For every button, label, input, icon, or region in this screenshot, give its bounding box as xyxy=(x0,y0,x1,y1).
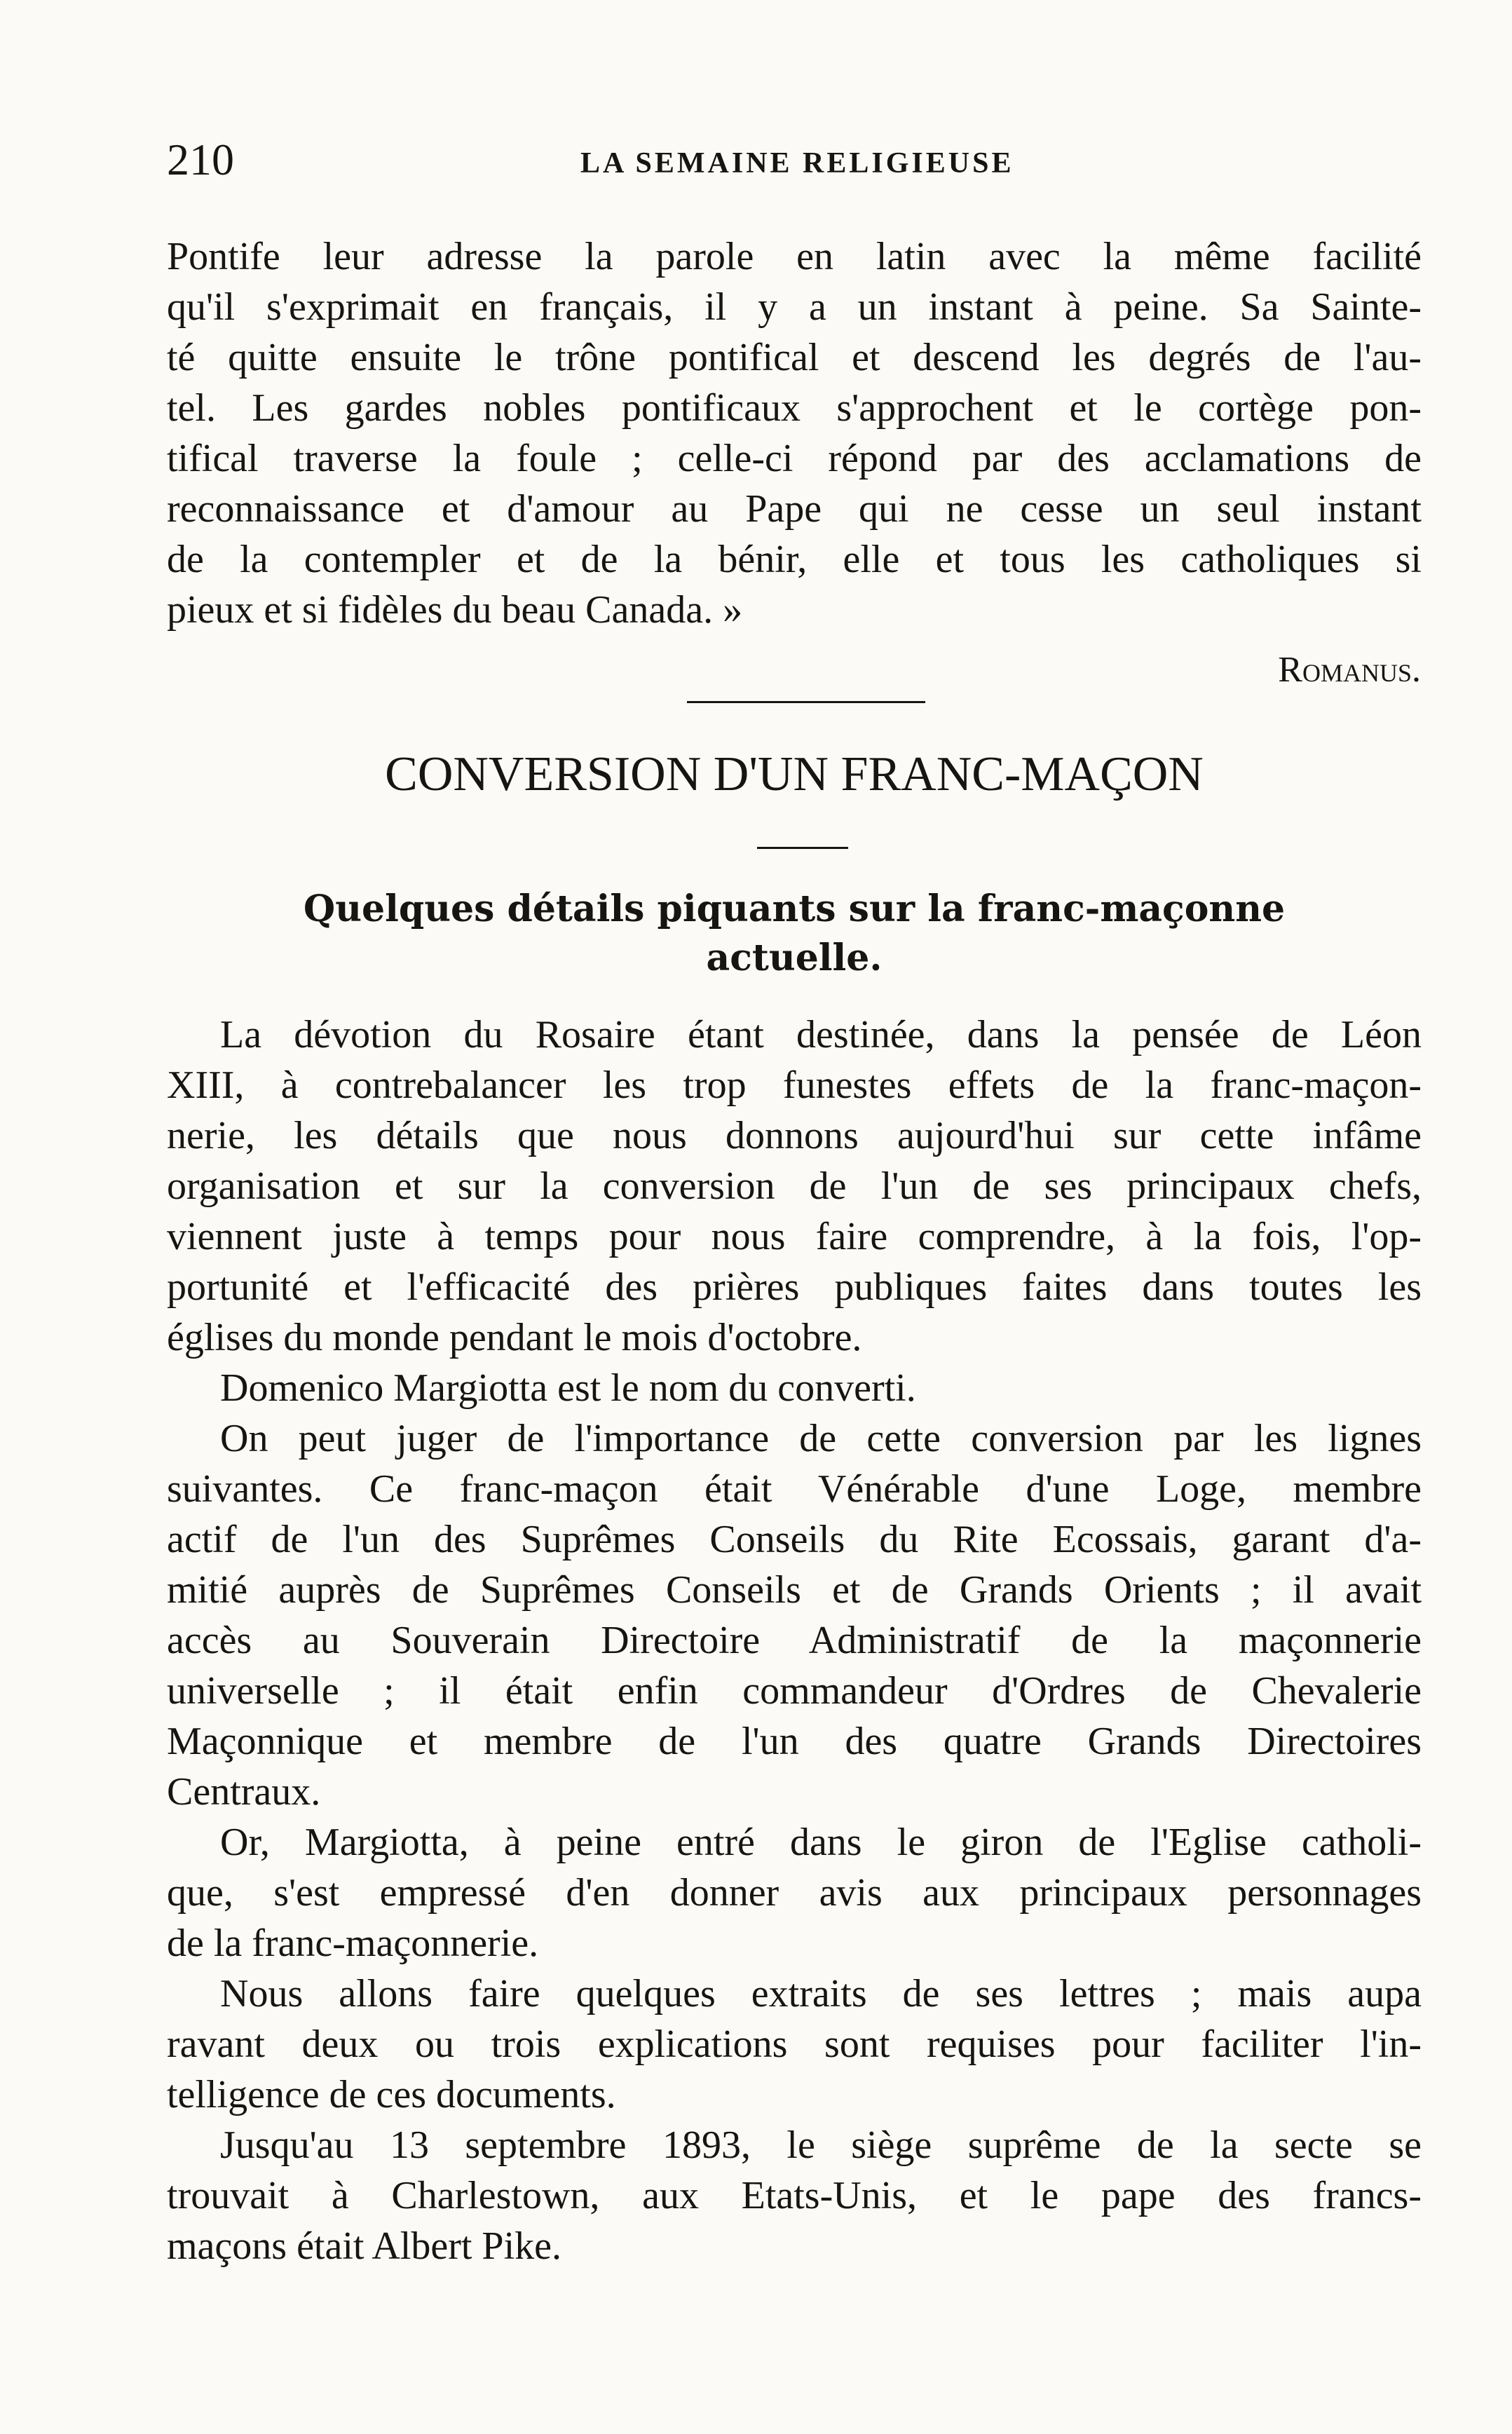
text-line: La dévotion du Rosaire étant destinée, dans la pensée de Léon xyxy=(220,1013,1422,1056)
text-line: trouvait à Charlestown, aux Etats-Unis, et le pape des francs- xyxy=(167,2174,1422,2217)
text-line: de la contempler et de la bénir, elle et tous les catholiques si xyxy=(167,538,1422,581)
text-line: universelle ; il était enfin commandeur d'Ordres de Chevalerie xyxy=(167,1669,1422,1713)
text-line: XIII, à contrebalancer les trop funestes effets de la franc-maçon- xyxy=(167,1063,1422,1107)
text-line: de la franc-maçonnerie. xyxy=(167,1922,539,1965)
text-line: accès au Souverain Directoire Administratif de la maçonnerie xyxy=(167,1619,1422,1662)
text-line: que, s'est empressé d'en donner avis aux principaux personnages xyxy=(167,1871,1422,1915)
text-line: Nous allons faire quelques extraits de ses lettres ; mais aupa xyxy=(220,1972,1422,2015)
text-line: Maçonnique et membre de l'un des quatre Grands Directoires xyxy=(167,1720,1422,1763)
article-subtitle: actuelle. xyxy=(706,937,883,979)
text-line: Or, Margiotta, à peine entré dans le giron de l'Eglise catholi- xyxy=(220,1821,1422,1864)
text-line: organisation et sur la conversion de l'un de ses principaux chefs, xyxy=(167,1164,1422,1208)
text-line: qu'il s'exprimait en français, il y a un instant à peine. Sa Sainte- xyxy=(167,285,1422,329)
text-line: Centraux. xyxy=(167,1770,321,1814)
text-line: mitié auprès de Suprêmes Conseils et de Grands Orients ; il avait xyxy=(167,1568,1422,1612)
signature: Romanus. xyxy=(1278,650,1421,690)
text-line: Domenico Margiotta est le nom du converti. xyxy=(220,1366,916,1410)
text-line: églises du monde pendant le mois d'octobre. xyxy=(167,1316,862,1359)
text-line: viennent juste à temps pour nous faire comprendre, à la fois, l'op- xyxy=(167,1215,1422,1258)
running-head: LA SEMAINE RELIGIEUSE xyxy=(580,147,1014,179)
page-number: 210 xyxy=(167,135,234,184)
text-line: tel. Les gardes nobles pontificaux s'approchent et le cortège pon- xyxy=(167,386,1422,430)
article-subtitle: Quelques détails piquants sur la franc-maçonne xyxy=(303,888,1286,930)
text-line: té quitte ensuite le trône pontifical et descend les degrés de l'au- xyxy=(167,336,1422,379)
page-header xyxy=(167,132,1422,188)
text-line: pieux et si fidèles du beau Canada. » xyxy=(167,588,743,632)
text-line: Pontife leur adresse la parole en latin avec la même facilité xyxy=(167,235,1422,278)
text-line: tifical traverse la foule ; celle-ci répond par des acclamations de xyxy=(167,437,1422,480)
text-line: nerie, les détails que nous donnons aujourd'hui sur cette infâme xyxy=(167,1114,1422,1157)
text-line: reconnaissance et d'amour au Pape qui ne cesse un seul instant xyxy=(167,487,1422,531)
text-line: suivantes. Ce franc-maçon était Vénérable d'une Loge, membre xyxy=(167,1467,1422,1511)
title-rule xyxy=(757,847,848,849)
text-line: ravant deux ou trois explications sont requises pour faciliter l'in- xyxy=(167,2022,1422,2066)
text-line: maçons était Albert Pike. xyxy=(167,2224,561,2268)
text-line: portunité et l'efficacité des prières publiques faites dans toutes les xyxy=(167,1265,1422,1309)
text-line: telligence de ces documents. xyxy=(167,2073,616,2116)
text-line: Jusqu'au 13 septembre 1893, le siège suprême de la secte se xyxy=(220,2123,1422,2167)
text-line: On peut juger de l'importance de cette conversion par les lignes xyxy=(220,1417,1422,1460)
article-title: CONVERSION D'UN FRANC-MAÇON xyxy=(385,747,1204,801)
section-divider xyxy=(687,701,925,703)
text-line: actif de l'un des Suprêmes Conseils du Rite Ecossais, garant d'a- xyxy=(167,1518,1422,1561)
